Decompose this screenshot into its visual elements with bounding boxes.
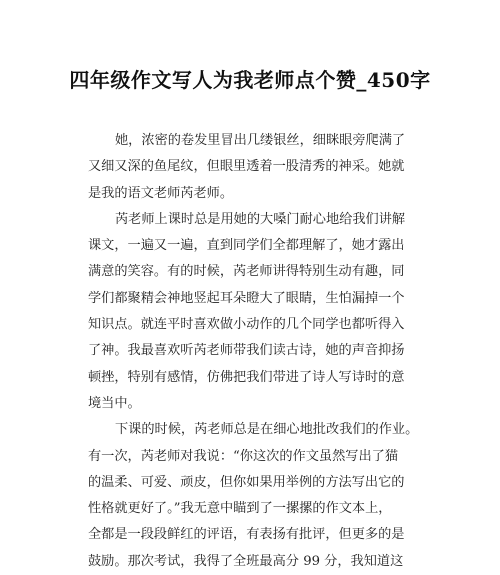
- text-line: 知识点。就连平时喜欢做小动作的几个同学也都听得入: [88, 317, 405, 333]
- text-line: 学们都聚精会神地竖起耳朵瞪大了眼睛，生怕漏掉一个: [88, 290, 405, 306]
- document-title: 四年级作文写人为我老师点个赞_450字: [69, 68, 431, 92]
- text-line: 有一次，芮老师对我说：“你这次的作文虽然写出了猫: [88, 448, 399, 464]
- text-line: 是我的语文老师芮老师。: [88, 185, 234, 201]
- text-line: 境当中。: [88, 395, 141, 411]
- text-line: 的温柔、可爱、顽皮，但你如果用举例的方法写出它的: [88, 474, 405, 490]
- text-line: 了神。我最喜欢听芮老师带我们读古诗，她的声音抑扬: [88, 343, 405, 359]
- text-line: 下课的时候，芮老师总是在细心地批改我们的作业。: [115, 422, 419, 438]
- text-line: 满意的笑容。有的时候，芮老师讲得特别生动有趣，同: [88, 264, 405, 280]
- document-body: [88, 128, 428, 575]
- text-line: 全都是一段段鲜红的评语，有表扬有批评，但更多的是: [88, 527, 405, 543]
- text-line: 性格就更好了。”我无意中瞄到了一摞摞的作文本上，: [88, 501, 392, 517]
- text-line: 芮老师上课时总是用她的大嗓门耐心地给我们讲解: [115, 211, 406, 227]
- text-line: 她，浓密的卷发里冒出几缕银丝，细眯眼旁爬满了: [115, 133, 406, 148]
- text-line: 又细又深的鱼尾纹，但眼里透着一股清秀的神采。她就: [88, 159, 405, 175]
- text-line: 课文，一遍又一遍，直到同学们全都理解了，她才露出: [88, 238, 405, 254]
- text-line: 鼓励。那次考试，我得了全班最高分 99 分，我知道这: [88, 553, 404, 569]
- text-line: 顿挫，特别有感情，仿佛把我们带进了诗人写诗时的意: [88, 369, 405, 385]
